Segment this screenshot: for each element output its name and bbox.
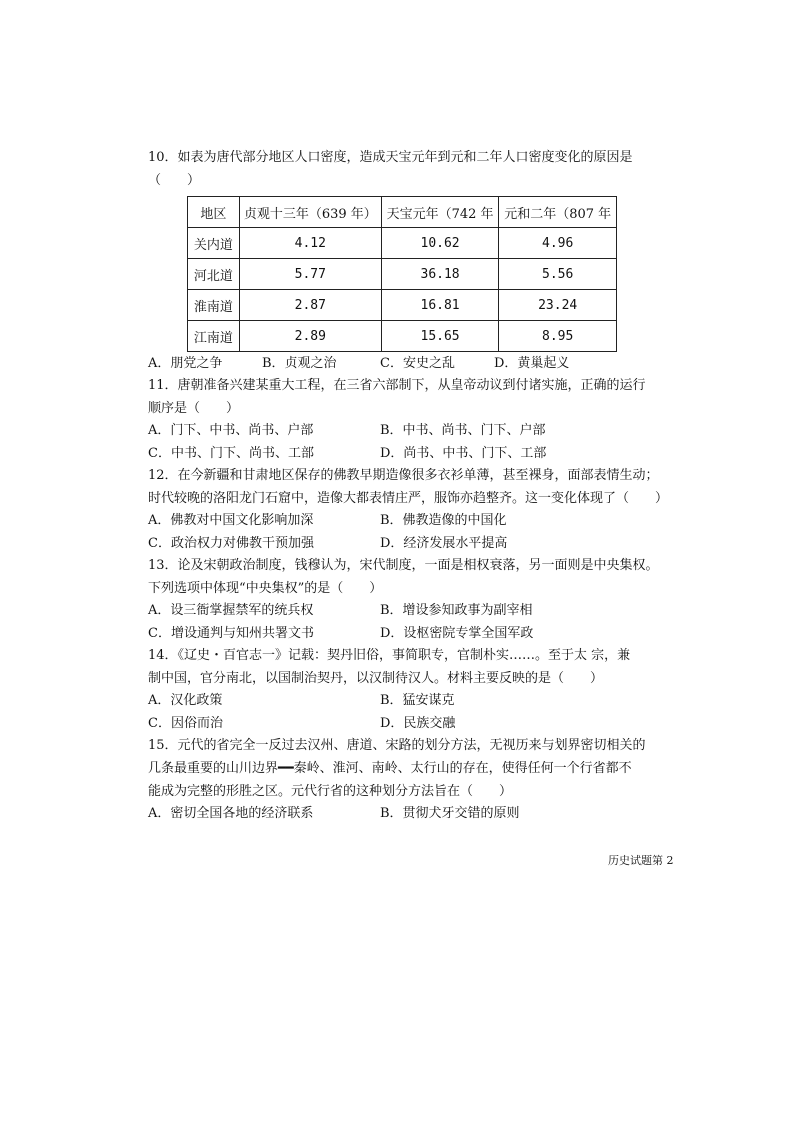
- table-header-cell: 天宝元年（742 年: [381, 197, 499, 228]
- table-header-cell: 元和二年（807 年: [499, 197, 617, 228]
- table-header-row: [188, 197, 617, 228]
- table-cell-region: 河北道: [188, 259, 240, 290]
- table-cell: 4.96: [499, 228, 617, 259]
- q15-stem-line1: 15．元代的省完全一反过去汉州、唐道、宋路的划分方法，无视历来与划界密切相关的: [148, 738, 646, 753]
- q11-option-b: B．中书、尚书、门下、户部: [380, 423, 546, 438]
- q11-stem-line1: 11．唐朝准备兴建某重大工程，在三省六部制下，从皇帝动议到付诸实施，正确的运行: [148, 378, 646, 393]
- q13-option-c: C．增设通判与知州共署文书: [148, 626, 314, 641]
- q10-stem-line2: （ ）: [148, 173, 201, 188]
- table-header-cell: 贞观十三年（639 年）: [239, 197, 381, 228]
- q10-option-d: D．黄巢起义: [494, 356, 570, 371]
- q15-stem-line2: 几条最重要的山川边界━━秦岭、淮河、南岭、太行山的存在，使得任何一个行省都不: [148, 761, 632, 776]
- q12-option-a: A．佛教对中国文化影响加深: [148, 513, 314, 528]
- q13-stem-line2: 下列选项中体现“中央集权”的是（ ）: [148, 581, 383, 596]
- q14-stem-line1: 14．《辽史・百官志一》记载：契丹旧俗，事简职专，官制朴实……。至于太 宗，兼: [148, 648, 631, 663]
- q10-option-b: B．贞观之治: [262, 356, 337, 371]
- table-cell: 2.87: [239, 290, 381, 321]
- table-cell: 4.12: [239, 228, 381, 259]
- table-cell: 2.89: [239, 321, 381, 352]
- q14-option-c: C．因俗而治: [148, 716, 223, 731]
- q10-option-a: A．朋党之争: [148, 356, 223, 371]
- q13-option-a: A．设三衙掌握禁军的统兵权: [148, 603, 314, 618]
- table-cell-region: 淮南道: [188, 290, 240, 321]
- table-cell: 23.24: [499, 290, 617, 321]
- table-cell: 8.95: [499, 321, 617, 352]
- q15-option-b: B．贯彻犬牙交错的原则: [380, 806, 520, 821]
- table-cell: 5.77: [239, 259, 381, 290]
- q14-stem-line2: 制中国，官分南北，以国制治契丹，以汉制待汉人。材料主要反映的是（ ）: [148, 671, 604, 686]
- table-row: [188, 290, 617, 321]
- q14-option-d: D．民族交融: [380, 716, 456, 731]
- q10-option-c: C．安史之乱: [380, 356, 455, 371]
- q14-option-b: B．猛安谋克: [380, 693, 455, 708]
- q15-stem-line3: 能成为完整的形胜之区。元代行省的这种划分方法旨在（ ）: [148, 784, 513, 799]
- q13-option-b: B．增设参知政事为副宰相: [380, 603, 533, 618]
- table-header-cell: 地区: [188, 197, 240, 228]
- q12-option-d: D．经济发展水平提高: [380, 536, 508, 551]
- page-footer: 历史试题第 2: [608, 854, 674, 867]
- q14-option-a: A．汉化政策: [148, 693, 223, 708]
- q11-stem-line2: 顺序是（ ）: [148, 401, 240, 416]
- q12-option-c: C．政治权力对佛教干预加强: [148, 536, 314, 551]
- q11-option-a: A．门下、中书、尚书、户部: [148, 423, 314, 438]
- q12-option-b: B．佛教造像的中国化: [380, 513, 507, 528]
- q10-stem-line1: 10．如表为唐代部分地区人口密度，造成天宝元年到元和二年人口密度变化的原因是: [148, 150, 633, 165]
- table-cell-region: 关内道: [188, 228, 240, 259]
- table-row: [188, 321, 617, 352]
- table-cell: 36.18: [381, 259, 499, 290]
- table-cell: 16.81: [381, 290, 499, 321]
- population-density-table: [187, 196, 617, 352]
- q13-option-d: D．设枢密院专掌全国军政: [380, 626, 534, 641]
- table-row: [188, 259, 617, 290]
- table-cell: 15.65: [381, 321, 499, 352]
- q11-option-c: C．中书、门下、尚书、工部: [148, 446, 314, 461]
- table-cell-region: 江南道: [188, 321, 240, 352]
- q12-stem-line1: 12．在今新疆和甘肃地区保存的佛教早期造像很多衣衫单薄，甚至裸身，面部表情生动；: [148, 468, 659, 483]
- table-row: [188, 228, 617, 259]
- q15-option-a: A．密切全国各地的经济联系: [148, 806, 314, 821]
- q13-stem-line1: 13．论及宋朝政治制度，钱穆认为，宋代制度，一面是相权衰落，另一面则是中央集权。: [148, 558, 659, 573]
- table-cell: 5.56: [499, 259, 617, 290]
- q11-option-d: D．尚书、中书、门下、工部: [380, 446, 547, 461]
- table-cell: 10.62: [381, 228, 499, 259]
- q12-stem-line2: 时代较晚的洛阳龙门石窟中，造像大都表情庄严，服饰亦趋整齐。这一变化体现了（ ）: [148, 491, 669, 506]
